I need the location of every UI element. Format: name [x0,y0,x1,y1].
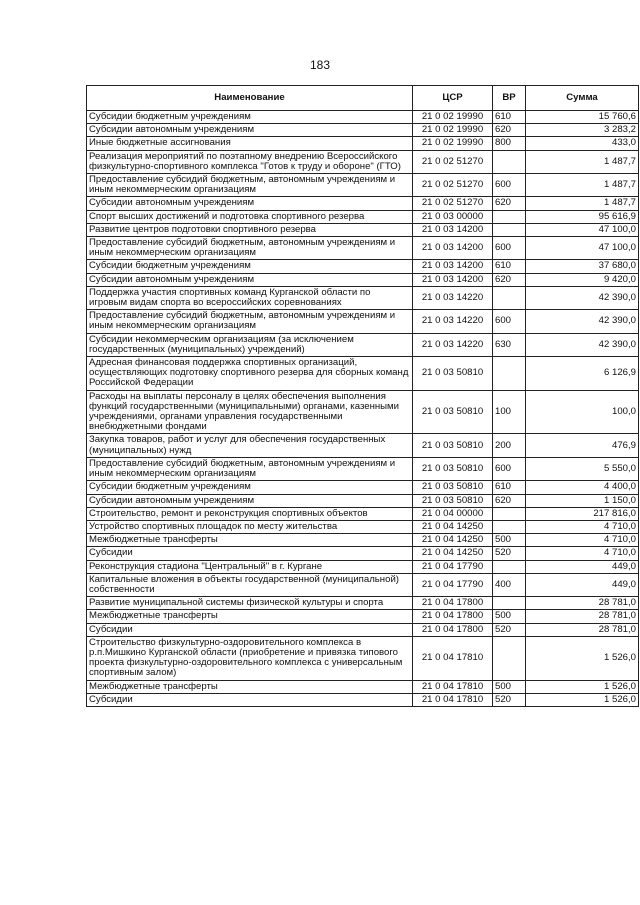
cell-vr: 100 [493,390,526,434]
cell-csr: 21 0 04 17800 [413,610,493,623]
cell-sum: 37 680,0 [526,260,639,273]
cell-vr: 520 [493,623,526,636]
cell-vr: 620 [493,197,526,210]
cell-sum: 217 816,0 [526,507,639,520]
cell-csr: 21 0 02 51270 [413,150,493,173]
cell-sum: 1 487,7 [526,197,639,210]
cell-sum: 449,0 [526,573,639,596]
table-row [87,333,639,356]
table-row [87,610,639,623]
cell-sum: 4 710,0 [526,547,639,560]
cell-name: Расходы на выплаты персоналу в целях обеспечения выполнения функций государственными (муниципальными) органами, казенными учреждениями, органами управления государственными внебюджетными фондами [87,390,413,434]
cell-sum: 4 710,0 [526,534,639,547]
cell-sum: 95 616,9 [526,210,639,223]
cell-vr: 600 [493,237,526,260]
cell-csr: 21 0 02 51270 [413,174,493,197]
table-row [87,434,639,457]
cell-vr: 630 [493,333,526,356]
table-row [87,390,639,434]
cell-csr: 21 0 04 14250 [413,534,493,547]
cell-vr [493,636,526,680]
cell-vr: 610 [493,260,526,273]
cell-name: Иные бюджетные ассигнования [87,137,413,150]
cell-csr: 21 0 04 17800 [413,597,493,610]
cell-vr: 610 [493,111,526,124]
cell-vr [493,223,526,236]
cell-csr: 21 0 04 14250 [413,547,493,560]
cell-name: Адресная финансовая поддержка спортивных организаций, осуществляющих подготовку спортивного резерва для сборных команд Российской Федерации [87,357,413,391]
table-row [87,111,639,124]
cell-csr: 21 0 03 14200 [413,237,493,260]
cell-csr: 21 0 03 14220 [413,333,493,356]
cell-csr: 21 0 03 50810 [413,390,493,434]
cell-name: Предоставление субсидий бюджетным, автономным учреждениям и иным некоммерческим организациям [87,310,413,333]
header-row [87,86,639,111]
cell-sum: 433,0 [526,137,639,150]
table-row [87,223,639,236]
cell-vr: 620 [493,124,526,137]
cell-csr: 21 0 02 51270 [413,197,493,210]
cell-sum: 28 781,0 [526,597,639,610]
cell-name: Субсидии автономным учреждениям [87,124,413,137]
table-row [87,174,639,197]
cell-vr: 600 [493,457,526,480]
header-sum: Сумма [526,86,639,111]
cell-sum: 42 390,0 [526,310,639,333]
header-csr: ЦСР [413,86,493,111]
cell-name: Устройство спортивных площадок по месту жительства [87,520,413,533]
cell-vr: 800 [493,137,526,150]
header-name: Наименование [87,86,413,111]
table-row [87,693,639,706]
table-row [87,124,639,137]
cell-sum: 42 390,0 [526,286,639,309]
cell-name: Развитие муниципальной системы физической культуры и спорта [87,597,413,610]
cell-csr: 21 0 04 17790 [413,560,493,573]
cell-name: Субсидии [87,623,413,636]
cell-csr: 21 0 02 19990 [413,124,493,137]
cell-name: Субсидии [87,547,413,560]
cell-csr: 21 0 04 17810 [413,636,493,680]
cell-vr [493,357,526,391]
table-row [87,137,639,150]
table-row [87,210,639,223]
table-row [87,286,639,309]
cell-sum: 1 487,7 [526,150,639,173]
table-row [87,150,639,173]
table-body [87,111,639,707]
cell-name: Субсидии некоммерческим организациям (за исключением государственных (муниципальных) учреждений) [87,333,413,356]
table-row [87,310,639,333]
cell-name: Капитальные вложения в объекты государственной (муниципальной) собственности [87,573,413,596]
cell-csr: 21 0 04 17810 [413,693,493,706]
cell-sum: 47 100,0 [526,237,639,260]
table-row [87,237,639,260]
cell-name: Субсидии автономным учреждениям [87,197,413,210]
table-row [87,457,639,480]
table-row [87,547,639,560]
cell-sum: 100,0 [526,390,639,434]
cell-vr [493,150,526,173]
cell-sum: 1 526,0 [526,680,639,693]
cell-sum: 3 283,2 [526,124,639,137]
cell-vr [493,286,526,309]
cell-name: Реализация мероприятий по поэтапному внедрению Всероссийского физкультурно-спортивного комплекса "Готов к труду и обороне" (ГТО) [87,150,413,173]
cell-vr: 620 [493,273,526,286]
cell-sum: 42 390,0 [526,333,639,356]
table-row [87,494,639,507]
cell-vr: 600 [493,310,526,333]
cell-vr [493,597,526,610]
cell-vr [493,507,526,520]
cell-csr: 21 0 04 17800 [413,623,493,636]
cell-name: Субсидии бюджетным учреждениям [87,260,413,273]
cell-csr: 21 0 03 50810 [413,357,493,391]
cell-vr [493,560,526,573]
cell-csr: 21 0 04 14250 [413,520,493,533]
table-row [87,597,639,610]
cell-csr: 21 0 03 00000 [413,210,493,223]
cell-sum: 476,9 [526,434,639,457]
cell-sum: 28 781,0 [526,623,639,636]
cell-csr: 21 0 03 14200 [413,223,493,236]
table-row [87,623,639,636]
cell-vr: 500 [493,610,526,623]
cell-csr: 21 0 03 14200 [413,260,493,273]
cell-vr: 520 [493,547,526,560]
budget-table [86,85,639,707]
cell-sum: 1 526,0 [526,693,639,706]
cell-vr: 520 [493,693,526,706]
cell-sum: 1 150,0 [526,494,639,507]
cell-csr: 21 0 03 50810 [413,457,493,480]
cell-vr: 620 [493,494,526,507]
cell-sum: 15 760,6 [526,111,639,124]
cell-vr [493,520,526,533]
table-row [87,507,639,520]
cell-name: Развитие центров подготовки спортивного резерва [87,223,413,236]
cell-csr: 21 0 03 14220 [413,310,493,333]
cell-csr: 21 0 04 17810 [413,680,493,693]
cell-csr: 21 0 03 50810 [413,481,493,494]
cell-sum: 28 781,0 [526,610,639,623]
cell-sum: 47 100,0 [526,223,639,236]
cell-sum: 4 400,0 [526,481,639,494]
cell-csr: 21 0 03 50810 [413,494,493,507]
cell-csr: 21 0 03 50810 [413,434,493,457]
cell-csr: 21 0 04 00000 [413,507,493,520]
table-row [87,534,639,547]
cell-name: Межбюджетные трансферты [87,680,413,693]
cell-sum: 1 526,0 [526,636,639,680]
cell-sum: 6 126,9 [526,357,639,391]
cell-name: Субсидии автономным учреждениям [87,273,413,286]
table-row [87,273,639,286]
cell-name: Субсидии бюджетным учреждениям [87,481,413,494]
cell-name: Поддержка участия спортивных команд Курганской области по игровым видам спорта во всероссийских соревнованиях [87,286,413,309]
cell-sum: 449,0 [526,560,639,573]
table-row [87,636,639,680]
cell-name: Предоставление субсидий бюджетным, автономным учреждениям и иным некоммерческим организациям [87,237,413,260]
cell-vr: 500 [493,534,526,547]
cell-vr: 200 [493,434,526,457]
table-row [87,481,639,494]
cell-name: Спорт высших достижений и подготовка спортивного резерва [87,210,413,223]
header-vr: ВР [493,86,526,111]
cell-csr: 21 0 03 14200 [413,273,493,286]
cell-csr: 21 0 02 19990 [413,111,493,124]
cell-vr: 400 [493,573,526,596]
cell-vr: 610 [493,481,526,494]
table-row [87,520,639,533]
cell-name: Реконструкция стадиона "Центральный" в г. Кургане [87,560,413,573]
table-header [87,86,639,111]
cell-name: Строительство физкультурно-оздоровительного комплекса в р.п.Мишкино Курганской области (приобретение и привязка типового проекта физкультурно-оздоровительного комплекса с универсальным спортивным залом) [87,636,413,680]
cell-csr: 21 0 02 19990 [413,137,493,150]
cell-name: Субсидии [87,693,413,706]
cell-sum: 4 710,0 [526,520,639,533]
cell-vr: 500 [493,680,526,693]
cell-name: Предоставление субсидий бюджетным, автономным учреждениям и иным некоммерческим организациям [87,457,413,480]
cell-name: Субсидии бюджетным учреждениям [87,111,413,124]
table-row [87,260,639,273]
page-number: 183 [309,58,331,72]
table-row [87,573,639,596]
cell-name: Межбюджетные трансферты [87,534,413,547]
cell-vr [493,210,526,223]
cell-vr: 600 [493,174,526,197]
cell-name: Межбюджетные трансферты [87,610,413,623]
table-row [87,197,639,210]
cell-sum: 5 550,0 [526,457,639,480]
table-row [87,560,639,573]
cell-sum: 9 420,0 [526,273,639,286]
cell-name: Строительство, ремонт и реконструкция спортивных объектов [87,507,413,520]
cell-sum: 1 487,7 [526,174,639,197]
cell-name: Предоставление субсидий бюджетным, автономным учреждениям и иным некоммерческим организациям [87,174,413,197]
cell-name: Субсидии автономным учреждениям [87,494,413,507]
table-row [87,680,639,693]
cell-csr: 21 0 04 17790 [413,573,493,596]
cell-name: Закупка товаров, работ и услуг для обеспечения государственных (муниципальных) нужд [87,434,413,457]
table-row [87,357,639,391]
cell-csr: 21 0 03 14220 [413,286,493,309]
